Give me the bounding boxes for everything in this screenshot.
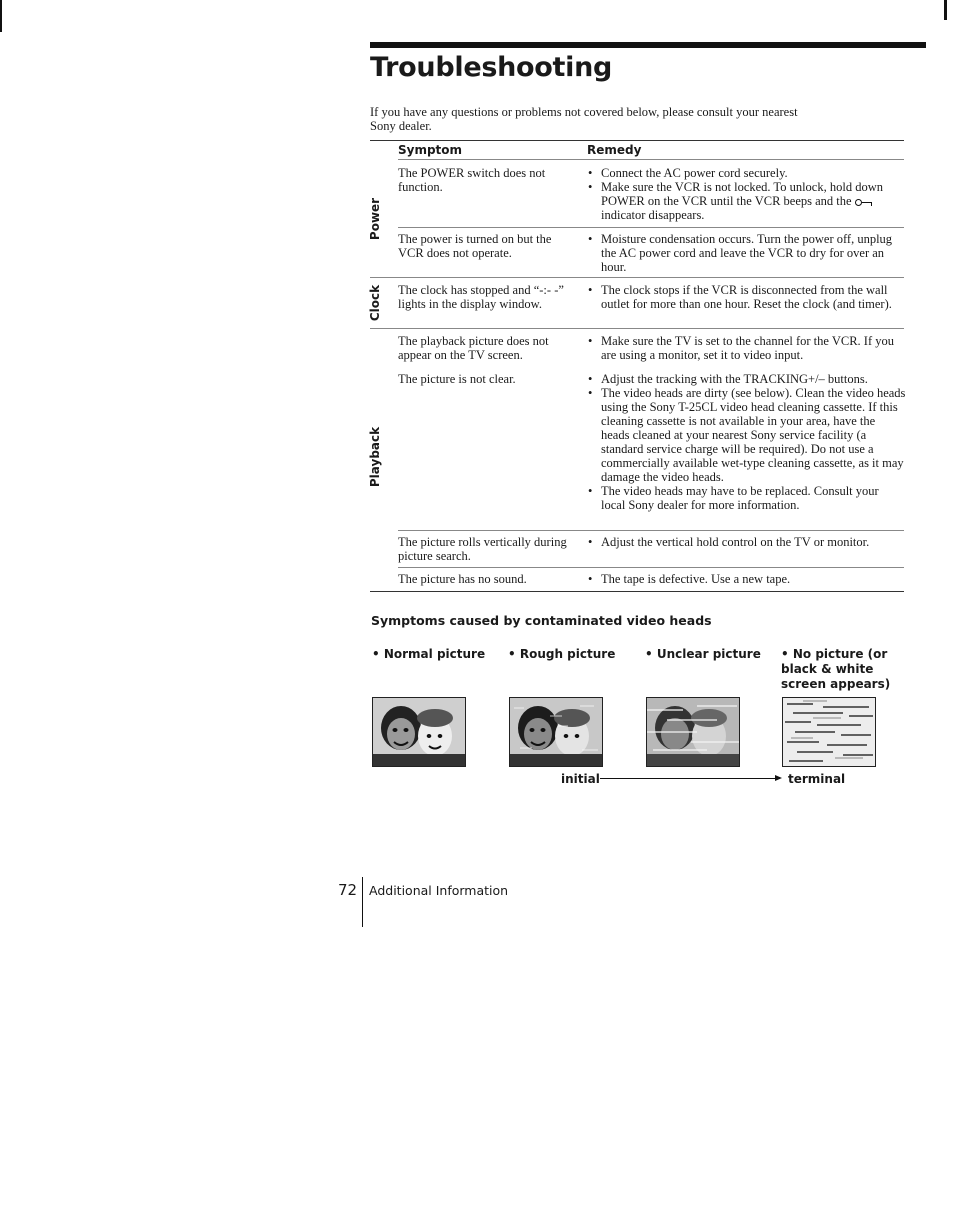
flow-initial-label: initial [561, 772, 600, 786]
table-row-symptom: The picture has no sound. [398, 572, 527, 586]
table-row-symptom: The picture is not clear. [398, 372, 516, 386]
photo-no-picture [782, 697, 876, 767]
remedy-item: • The clock stops if the VCR is disconnected from the wall outlet for more than one hour. Reset the clock (and timer). [588, 283, 906, 311]
photo-unclear [646, 697, 740, 767]
photo-rough [509, 697, 603, 767]
symptom-header: Symptom [398, 143, 463, 157]
arrow-right-icon [600, 778, 780, 779]
table-row-remedies [588, 334, 906, 362]
remedy-item: • Make sure the TV is set to the channel for the VCR. If you are using a monitor, set it to video input. [588, 334, 906, 362]
label-unclear-picture: • Unclear picture [645, 647, 761, 661]
children-photo-icon [373, 698, 465, 766]
remedy-header: Remedy [587, 143, 642, 157]
remedy-item: • The video heads may have to be replaced. Consult your local Sony dealer for more information. [588, 484, 906, 512]
photo-normal [372, 697, 466, 767]
table-row-remedies [588, 283, 906, 311]
remedy-item: • The video heads are dirty (see below). Clean the video heads using the Sony T-25CL video head cleaning cassette. If this cleaning cassette is not available in your area, have the heads cleaned at your nearest Sony service facility (a standard service charge will be required). Do not use a commercially available wet-type cleaning cassette, as it may damage the video heads. [588, 386, 906, 484]
key-icon [855, 199, 871, 206]
table-row-remedies [588, 232, 906, 274]
row-rule [398, 567, 904, 568]
header-rule [398, 159, 904, 160]
table-row-remedies [588, 572, 906, 586]
section-heading: Symptoms caused by contaminated video heads [371, 613, 712, 628]
page-number: 72 [338, 881, 358, 899]
remedy-item: • Adjust the tracking with the TRACKING+/– buttons. [588, 372, 906, 386]
intro-text: If you have any questions or problems not covered below, please consult your nearest Sony dealer. [370, 105, 798, 133]
table-row-symptom: The power is turned on but the VCR does not operate. [398, 232, 552, 260]
table-row-symptom: The picture rolls vertically during picture search. [398, 535, 567, 563]
remedy-item: • Adjust the vertical hold control on the TV or monitor. [588, 535, 906, 549]
static-noise-icon [783, 698, 875, 766]
title-rule [370, 42, 926, 48]
label-normal-picture: • Normal picture [372, 647, 486, 661]
table-row-remedies [588, 166, 906, 222]
footer-divider [362, 877, 363, 927]
table-row-symptom: The POWER switch does not function. [398, 166, 546, 194]
group-rule [370, 277, 904, 278]
children-photo-rough-icon [510, 698, 602, 766]
group-rule [370, 328, 904, 329]
table-row-symptom: The playback picture does not appear on the TV screen. [398, 334, 549, 362]
edge-mark-left [0, 0, 2, 32]
table-row-symptom: The clock has stopped and “-:- -” lights in the display window. [398, 283, 564, 311]
footer-section-title: Additional Information [369, 883, 509, 898]
label-rough-picture: • Rough picture [508, 647, 616, 661]
row-rule [398, 227, 904, 228]
group-label-clock: Clock [368, 284, 382, 322]
page-title: Troubleshooting [370, 52, 613, 83]
group-label-power: Power [368, 197, 382, 241]
row-rule [398, 530, 904, 531]
flow-terminal-label: terminal [788, 772, 846, 786]
table-top-rule [370, 140, 904, 141]
label-no-picture: • No picture (or black & white screen appears) [781, 647, 891, 691]
table-row-remedies [588, 535, 906, 549]
table-bottom-rule [370, 591, 904, 592]
remedy-item: • Connect the AC power cord securely. [588, 166, 906, 180]
children-photo-unclear-icon [647, 698, 739, 766]
table-row-remedies [588, 372, 906, 512]
remedy-item: • Make sure the VCR is not locked. To unlock, hold down POWER on the VCR until the VCR beeps and the indicator disappears. [588, 180, 906, 222]
group-label-playback: Playback [368, 426, 382, 488]
remedy-item: • The tape is defective. Use a new tape. [588, 572, 906, 586]
remedy-item: • Moisture condensation occurs. Turn the power off, unplug the AC power cord and leave the VCR to dry for over an hour. [588, 232, 906, 274]
edge-mark [944, 0, 947, 20]
